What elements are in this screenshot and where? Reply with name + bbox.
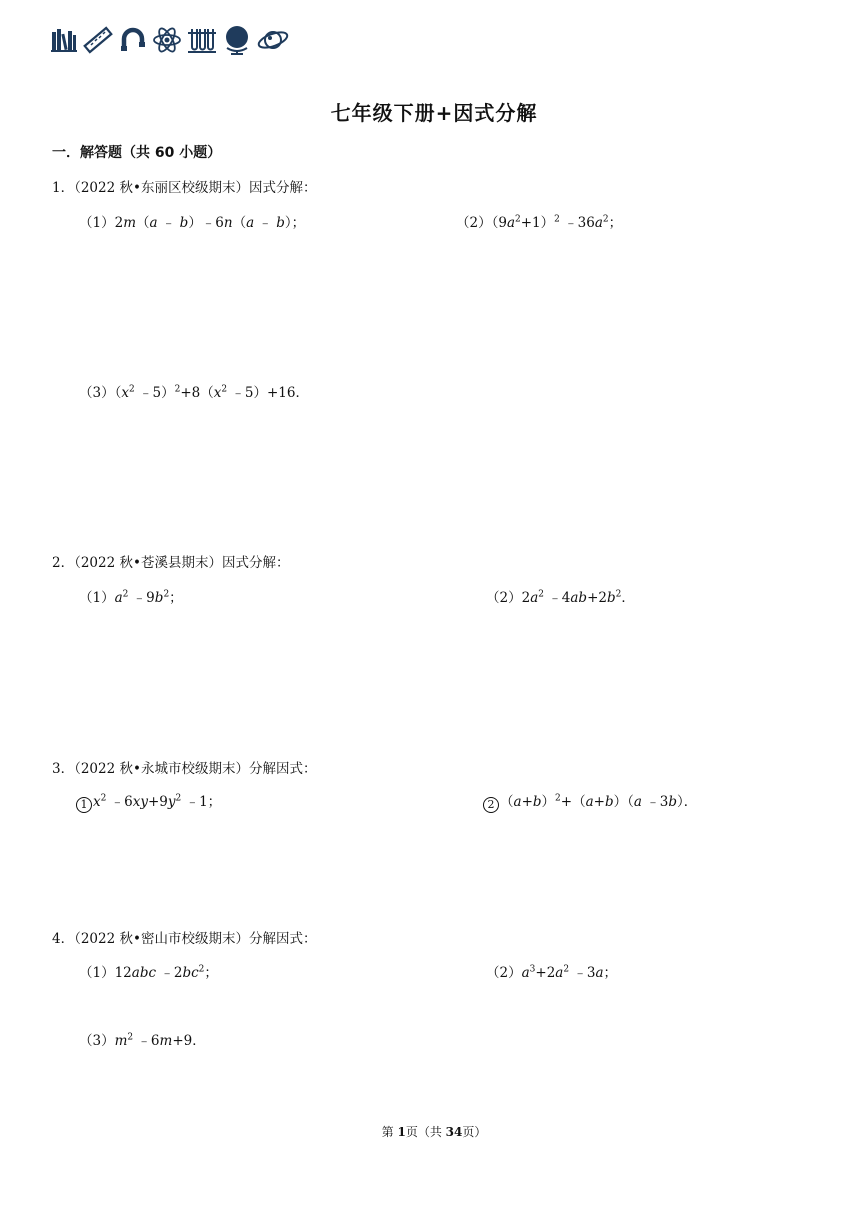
q2-part-2: $(2)2a^2$ $﹣4ab+2b^2$． [486, 589, 635, 606]
question-2: 2．（2022 秋•苍溪县期末）因式分解： [52, 555, 290, 571]
question-1: 1．（2022 秋•东丽区校级期末）因式分解： [52, 180, 317, 196]
q1-part-1: （1）2m（a ﹣ b）﹣6n（a ﹣ b）； [79, 215, 306, 231]
globe-icon [222, 24, 252, 56]
current-page: 1 [397, 1125, 406, 1139]
circled-number-1: 1 [76, 797, 92, 813]
atom-icon [152, 25, 182, 55]
question-3: 3．（2022 秋•永城市校级期末）分解因式： [52, 761, 317, 777]
header-logo [50, 24, 290, 56]
q4-part-1: （1）12abc $﹣2bc^2$； [79, 964, 218, 981]
total-pages: 34 [445, 1125, 463, 1139]
books-icon [50, 26, 78, 54]
q1-part-3: $(3)(x^2$ $﹣5)^2+8(x^2$ ﹣5）+16． [79, 384, 309, 401]
planet-icon [256, 25, 290, 55]
q4-part-3: $(3)m^2$ ﹣6m+9． [79, 1032, 206, 1049]
section-heading: 一．解答题（共 60 小题） [52, 145, 222, 161]
q4-part-2: $(2)a^3+2a^2$ ﹣3a； [486, 964, 618, 981]
document-title: 七年级下册+因式分解 [330, 101, 538, 125]
ruler-icon [82, 24, 114, 56]
circled-number-2: 2 [483, 797, 499, 813]
page-footer: 第 1页（共 34页） [381, 1125, 487, 1139]
test-tubes-icon [186, 25, 218, 55]
q3-part-2: 2 $(a+b)^2+(a+b)(a$ ﹣3b）． [483, 790, 697, 813]
q2-part-1: $(1)a^2$ $﹣9b^2$； [79, 589, 183, 606]
question-4: 4．（2022 秋•密山市校级期末）分解因式： [52, 931, 317, 947]
q3-part-1: 1 $x^2$ $﹣6xy+9y^2$ ﹣1； [76, 790, 221, 813]
q1-part-2: $(2)(9a^2+1)^2$ $﹣36a^2$； [456, 214, 623, 231]
magnet-icon [118, 25, 148, 55]
